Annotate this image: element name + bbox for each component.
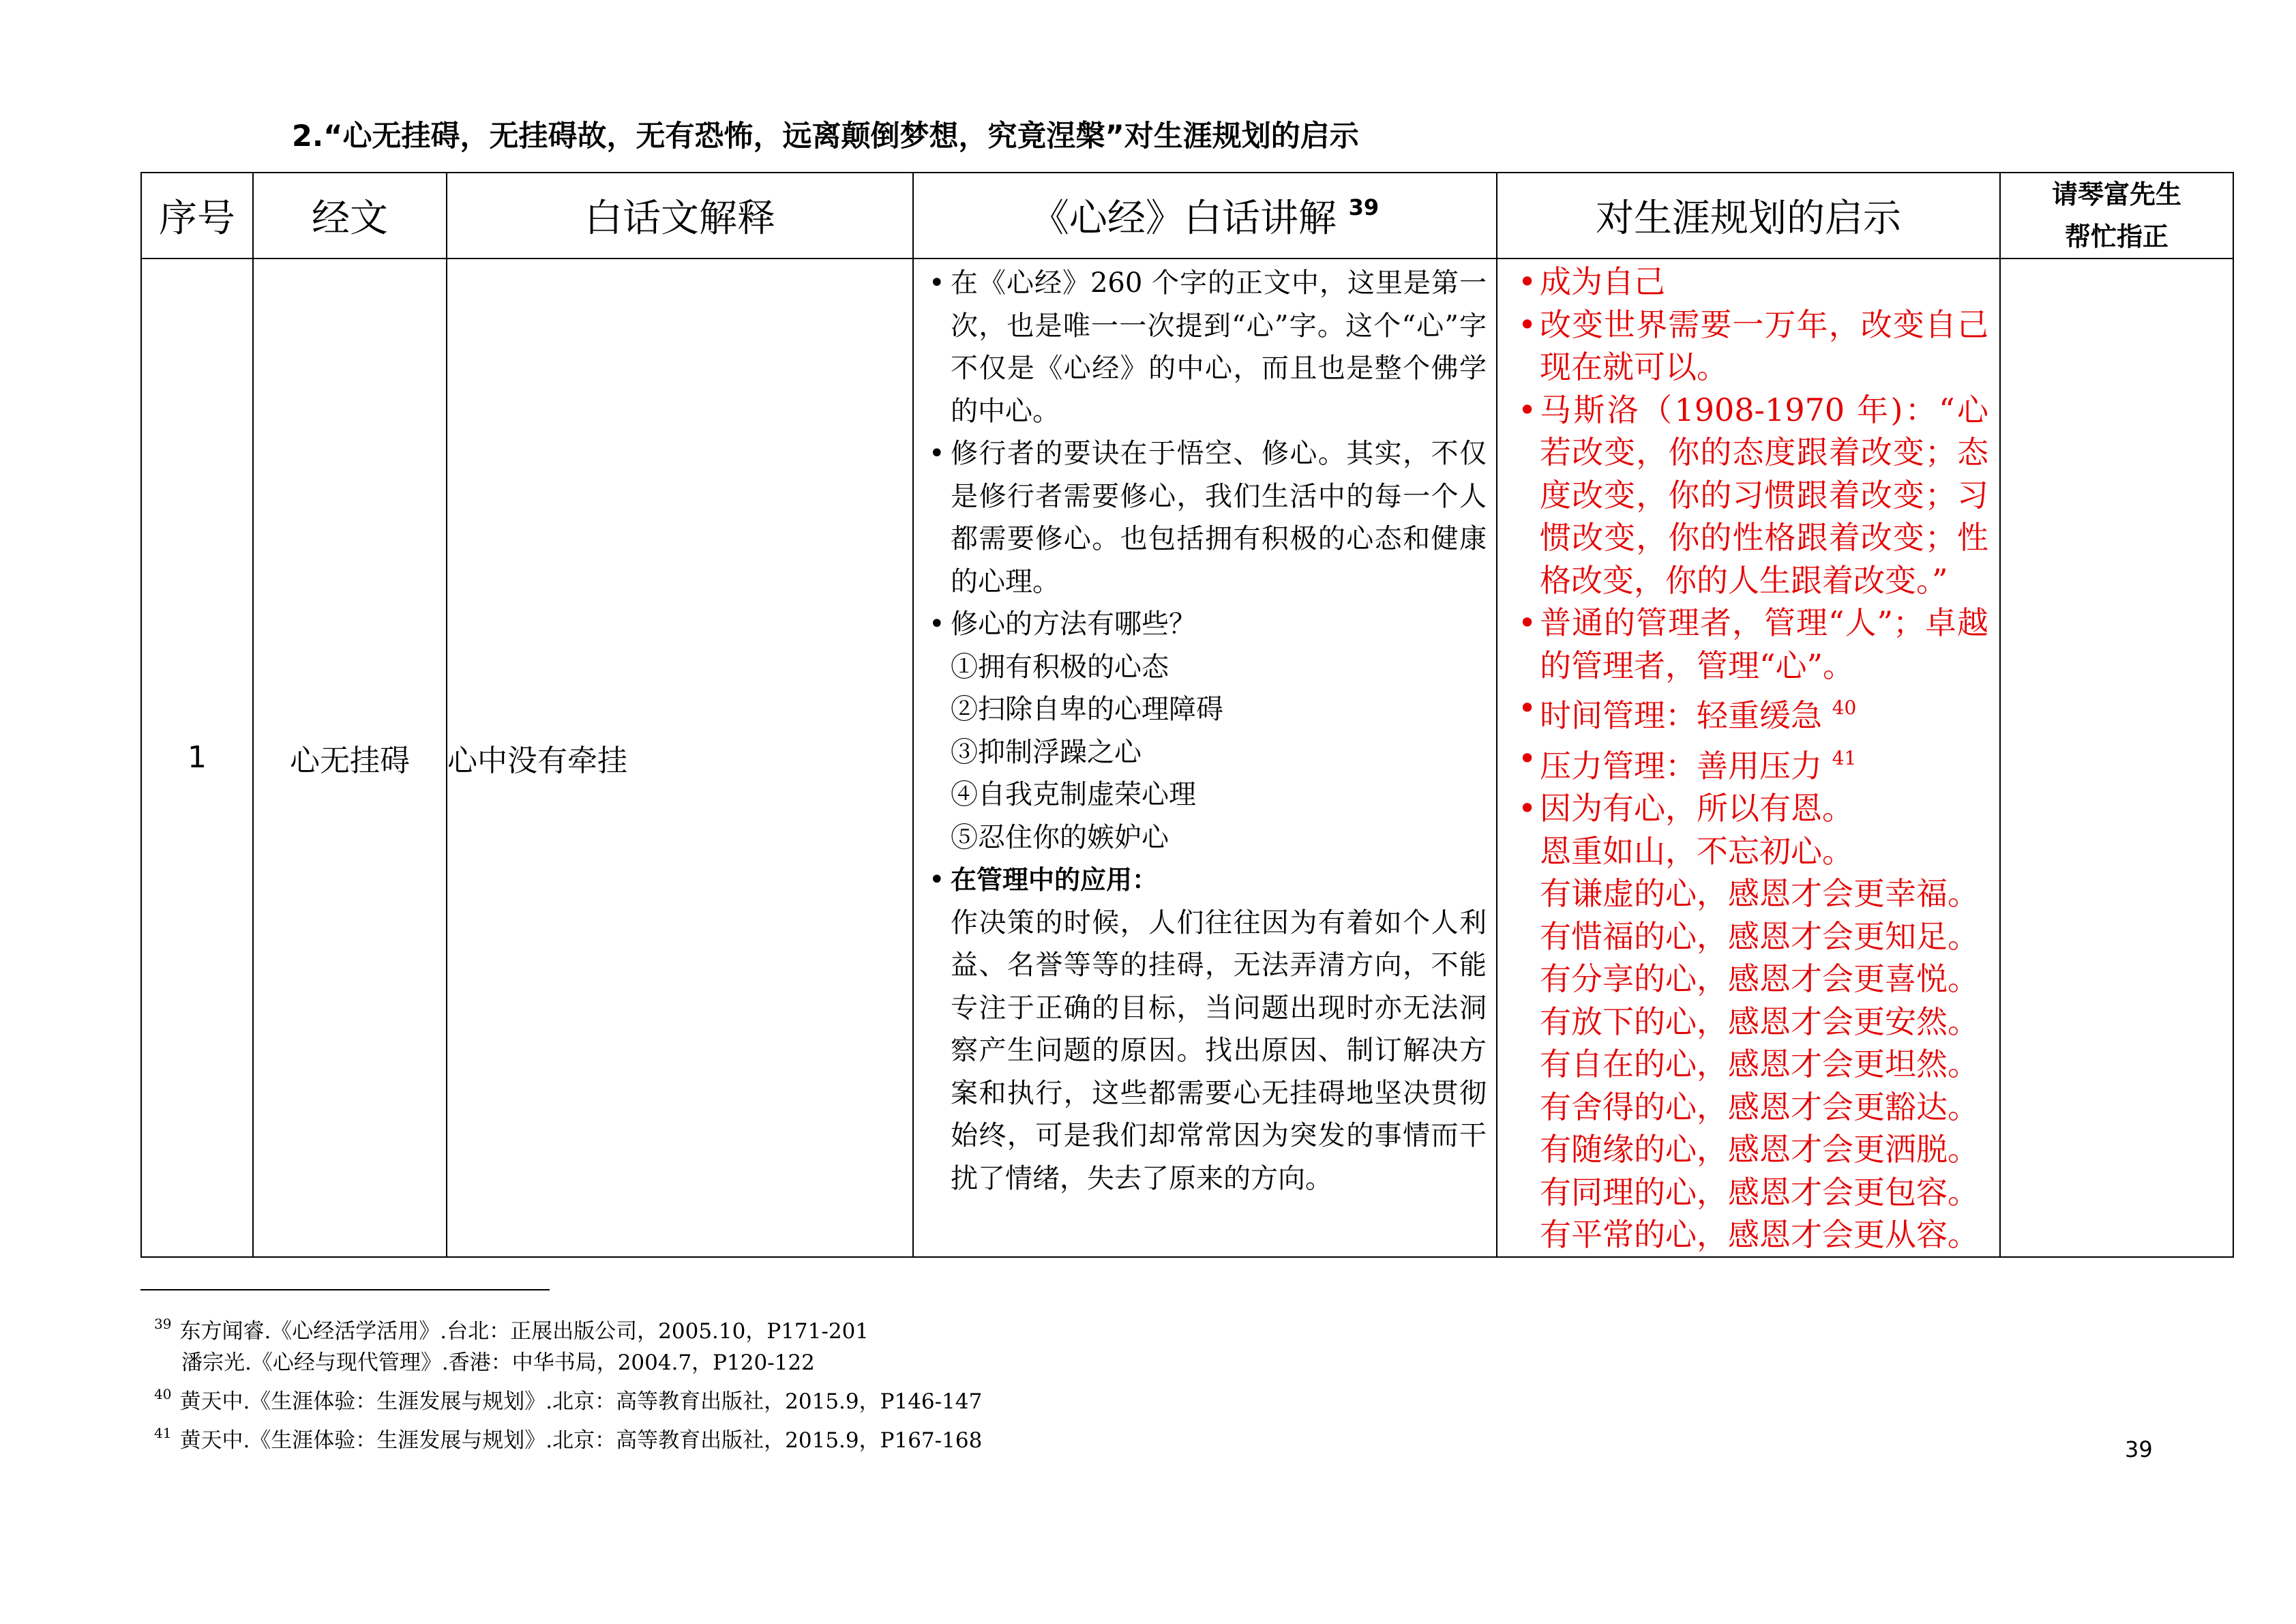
footnotes [154,1308,982,1456]
gratitude-line: 有随缘的心，感恩才会更洒脱。 [1540,1131,1979,1168]
cell-lecture [913,259,1497,1257]
insight-bullet: • 时间管理：轻重缓急 $^{40}$ [1518,690,1857,734]
footnote-ref-39: 39 [1348,194,1380,220]
insight-bullet: • 压力管理：善用压力 $^{41}$ [1518,739,1857,784]
header-request-line1: 请琴富先生 [2051,179,2181,209]
header-lecture-label: 《心经》白话讲解 [1030,196,1337,241]
lecture-bullet: • 在《心经》260 个字的正文中，这里是第一次，也是唯一一次提到“心”字。这个“心”字不仅是《心经》的中心，而且也是整个佛学的中心。 [929,267,1487,427]
gratitude-line: 有分享的心，感恩才会更喜悦。 [1540,960,1979,997]
insight-bullet: • 马斯洛（1908-1970 年)：“心若改变，你的态度跟着改变；态度改变，你的习惯跟着改变；习惯改变，你的性格跟着改变；性格改变，你的人生跟着改变。” [1518,391,1988,599]
header-request-line2: 帮忙指正 [2064,222,2168,252]
lecture-bullet: • 修心的方法有哪些？ [929,608,1196,640]
cell-career-insight [1497,259,2000,1257]
footnote-ref-40: 40 [1832,696,1857,719]
cell-vernacular: 心中没有牵挂 [447,259,913,1257]
method-item: ①拥有积极的心态 [951,651,1169,683]
gratitude-line: 恩重如山，不忘初心。 [1540,832,1853,870]
gratitude-line: 有惜福的心，感恩才会更知足。 [1540,917,1979,955]
header-request [2000,173,2233,259]
gratitude-line: 有平常的心，感恩才会更从容。 [1540,1216,1979,1253]
method-item: ⑤忍住你的嫉妒心 [951,821,1169,853]
header-career-insight: 对生涯规划的启示 [1497,173,2000,259]
page-number: 39 [2125,1436,2153,1462]
lecture-bullet: • 修行者的要诀在于悟空、修心。其实，不仅是修行者需要修心，我们生活中的每一个人都需要修心。也包括拥有积极的心态和健康的心理。 [929,438,1487,597]
table-header-row [141,173,2233,259]
gratitude-line: 有自在的心，感恩才会更坦然。 [1540,1046,1979,1082]
gratitude-line: 有谦虚的心，感恩才会更幸福。 [1540,875,1979,912]
cell-request [2000,259,2233,1257]
footnote-ref-41: 41 [1832,746,1857,769]
table-row [141,259,2233,1257]
insight-bullet: • 成为自己 [1518,263,1665,300]
commentary-table [140,172,2234,1258]
method-item: ②扫除自卑的心理障碍 [951,694,1223,725]
insight-bullet: • 普通的管理者，管理“人”；卓越的管理者，管理“心”。 [1518,604,1988,684]
application-paragraph: 作决策的时候，人们往往因为有着如个人利益、名誉等等的挂碍，无法弄清方向，不能专注于正确的目标，当问题出现时亦无法洞察产生问题的原因。找出原因、制订解决方案和执行，这些都需要心无挂碍地坚决贯彻始终，可是我们却常常因为突发的事情而干扰了情绪，失去了原来的方向。 [951,906,1487,1194]
gratitude-line: 有舍得的心，感恩才会更豁达。 [1540,1088,1979,1125]
header-lecture [913,173,1497,259]
footnote-39-continued: 潘宗光.《心经与现代管理》.香港：中华书局，2004.7，P120-122 [181,1350,815,1375]
lecture-bullet-bold: • 在管理中的应用： [929,864,1159,896]
footnote-divider [140,1289,550,1290]
footnote-40: $^{40}$ 黄天中.《生涯体验：生涯发展与规划》.北京：高等教育出版社，2015.9，P146-147 [154,1386,983,1414]
header-vernacular: 白话文解释 [447,173,913,259]
gratitude-line: 有放下的心，感恩才会更安然。 [1540,1003,1979,1040]
footnote-39: $^{39}$ 东方闻睿.《心经活学活用》.台北：正展出版公司，2005.10，P171-201 [154,1316,869,1344]
footnote-41: $^{41}$ 黄天中.《生涯体验：生涯发展与规划》.北京：高等教育出版社，2015.9，P167-168 [154,1425,983,1453]
cell-scripture: 心无挂碍 [253,259,447,1257]
insight-bullet: • 因为有心，所以有恩。 [1518,790,1853,827]
header-number: 序号 [141,173,253,259]
method-item: ④自我克制虚荣心理 [951,779,1196,810]
method-item: ③抑制浮躁之心 [951,736,1142,768]
section-heading: 2.“心无挂碍，无挂碍故，无有恐怖，远离颠倒梦想，究竟涅槃”对生涯规划的启示 [292,119,1359,153]
insight-bullet: • 改变世界需要一万年，改变自己现在就可以。 [1518,306,1988,385]
gratitude-line: 有同理的心，感恩才会更包容。 [1540,1173,1979,1211]
header-scripture: 经文 [253,173,447,259]
cell-number: 1 [141,259,253,1257]
